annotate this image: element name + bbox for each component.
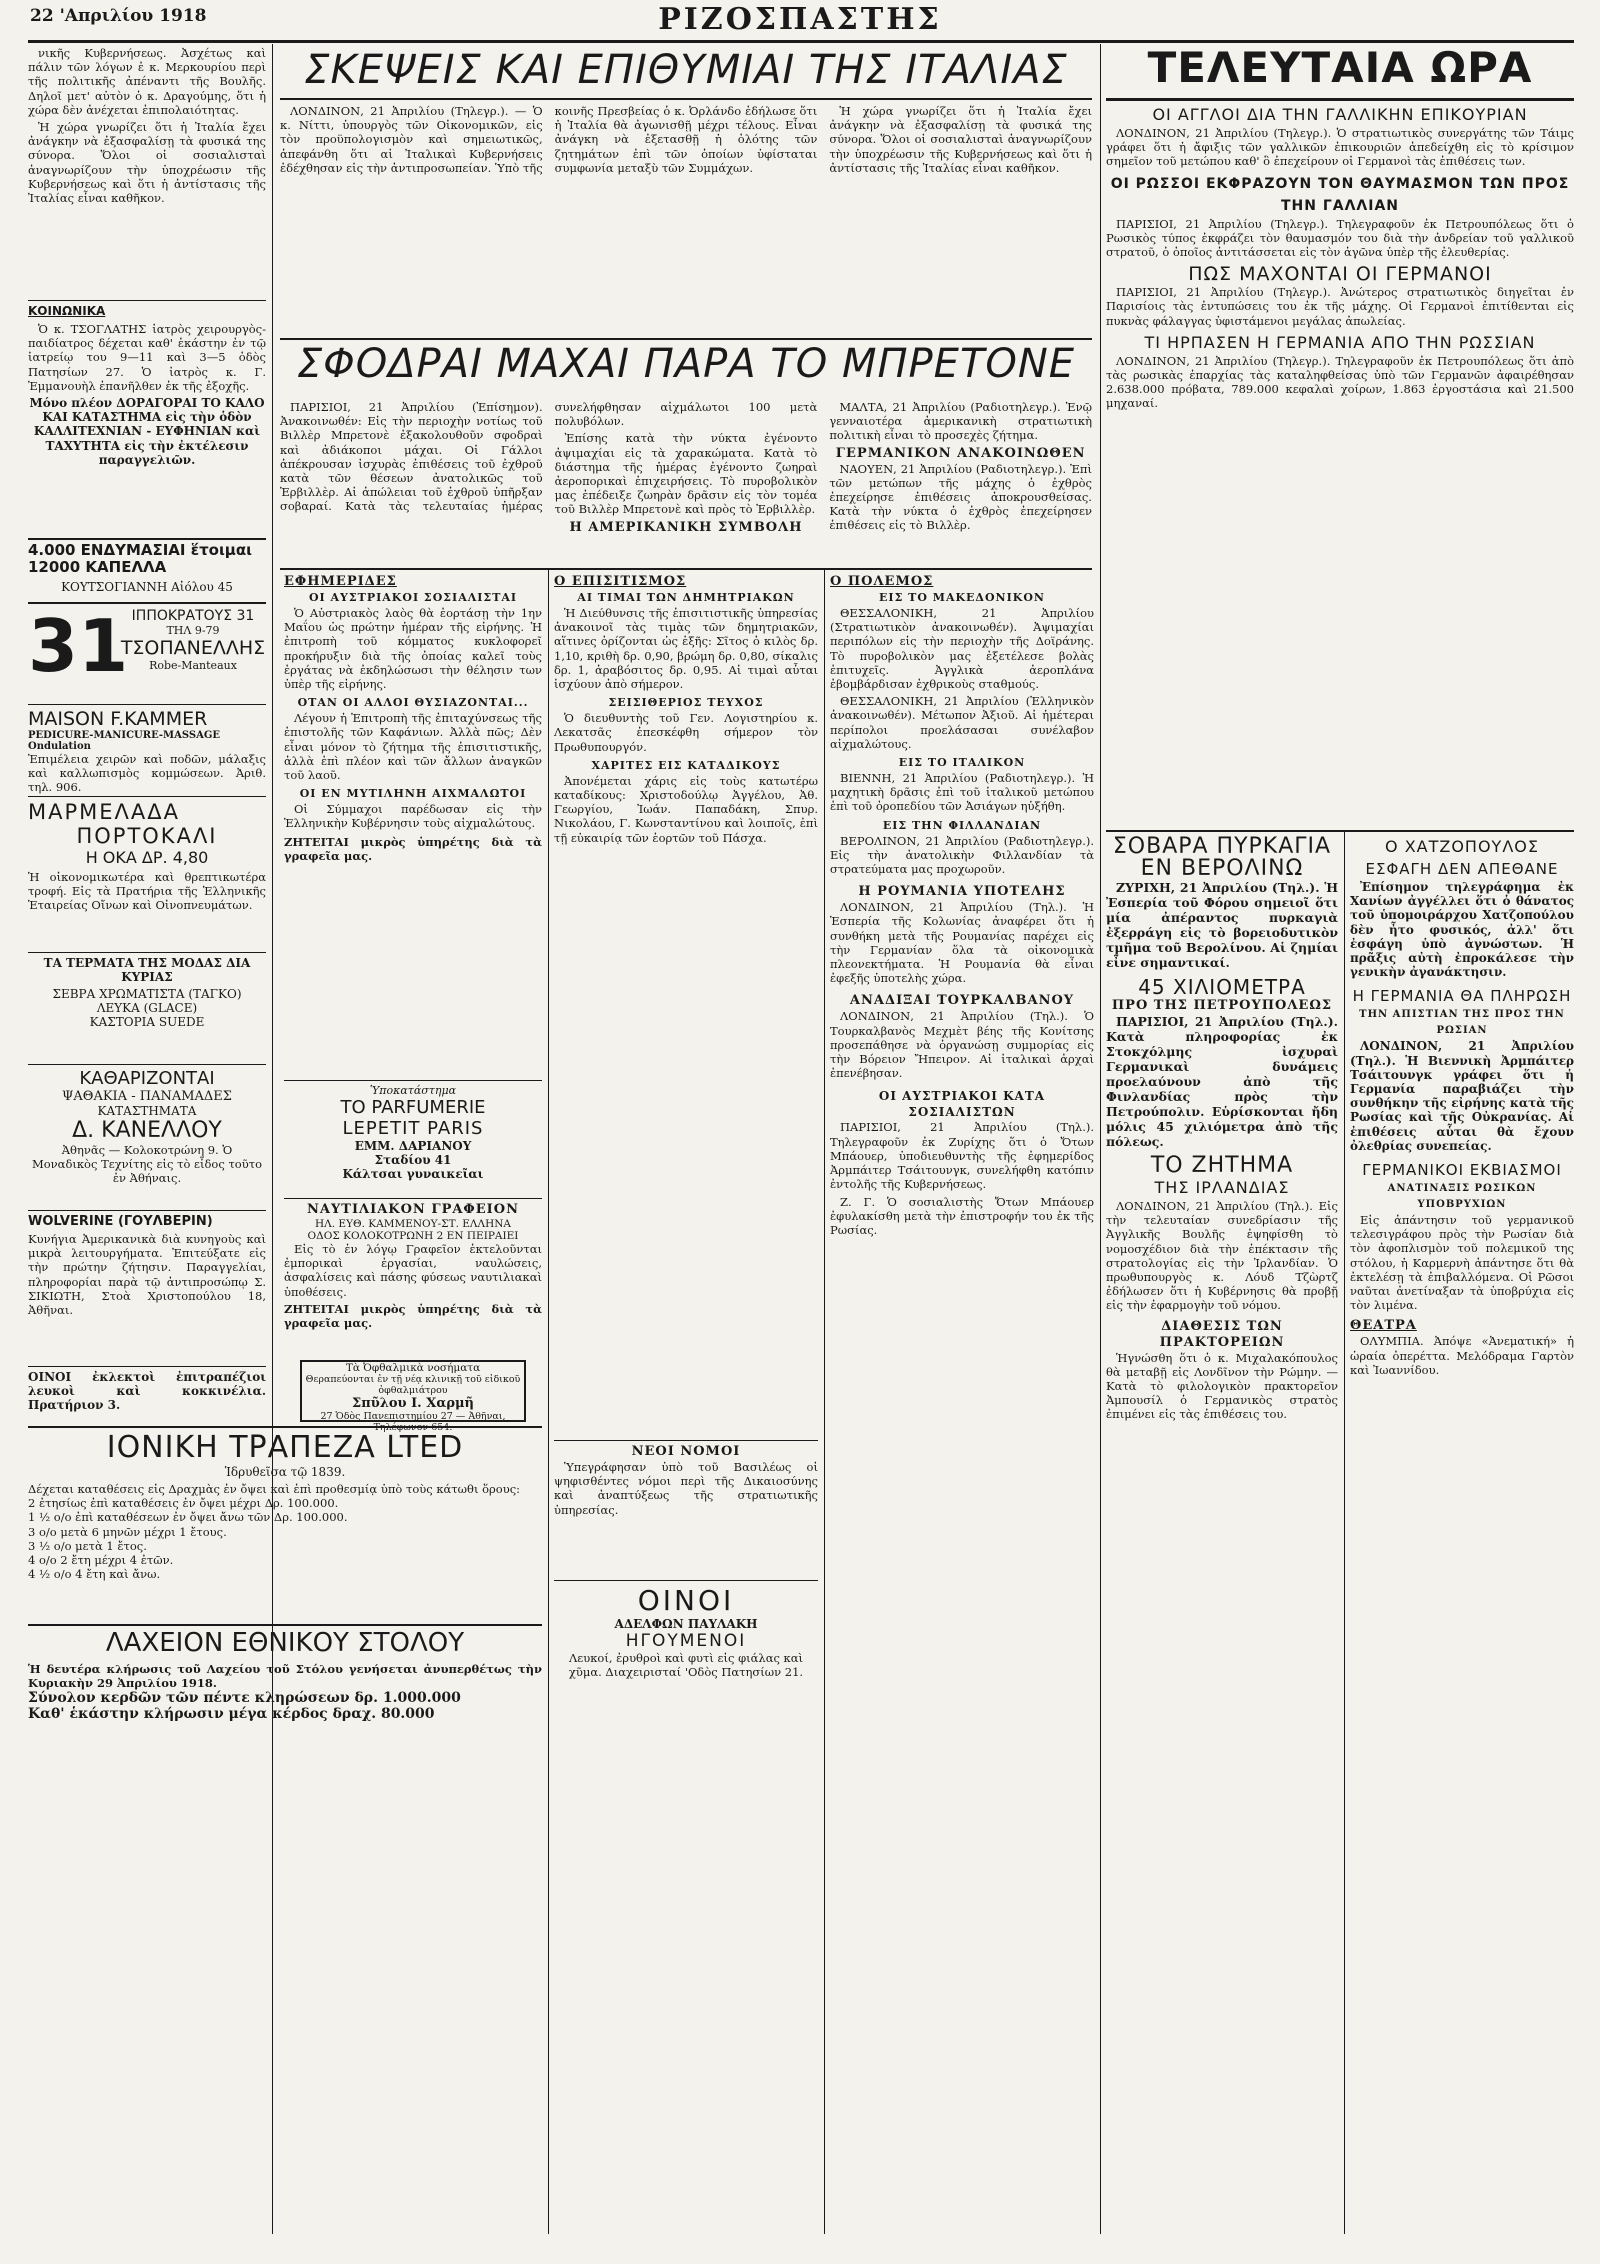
bank-rate-row: 4 ο/ο 2 ἔτη μέχρι 4 ἐτῶν. bbox=[28, 1553, 174, 1568]
bank-rate-row: 3 ½ ο/ο μετὰ 1 ἔτος. bbox=[28, 1538, 147, 1553]
column-divider bbox=[824, 570, 825, 2234]
far-right-news bbox=[1350, 836, 1574, 2234]
bank-rate-row: 1 ½ ο/ο ἐπὶ καταθέσεων ἐν ὄψει ἄνω τῶν Δρ. 100.000. bbox=[28, 1510, 348, 1525]
hatzopoulos-subtitle: ΕΣΦΑΓΗ ΔΕΝ ΑΠΕΘΑΝΕ bbox=[1365, 860, 1559, 878]
divider bbox=[280, 338, 1092, 340]
ireland-subtitle: ΤΗΣ ΙΡΛΑΝΔΙΑΣ bbox=[1154, 1178, 1290, 1197]
agencies-title: ΔΙΑΘΕΣΙΣ ΤΩΝ ΠΡΑΚΤΟΡΕΙΩΝ bbox=[1159, 1318, 1285, 1350]
bank-rate-row: 2 ἐτησίως ἐπὶ καταθέσεις ἐν ὄψει μέχρι Δρ. 100.000. bbox=[28, 1496, 339, 1511]
press-section bbox=[284, 574, 542, 1074]
provisioning-title: Ο ΕΠΙΣΙΤΙΣΜΟΣ bbox=[554, 574, 687, 589]
press-subhead: ΟΙ ΕΝ ΜΥΤΙΛΗΝΗ ΑΙΧΜΑΛΩΤΟΙ bbox=[299, 787, 527, 801]
war-body: ΘΕΣΣΑΛΟΝΙΚΗ, 21 Ἀπριλίου (Στρατιωτικὸν ἀνακοινωθέν). Ἀψιμαχίαι περιπόλων εἰς τὴν περιοχὴν τῆς Δοϊράνης. Τὸ πυροβολικὸν μας ἐξετέλεσε βολὰς ἐπιτυχεῖς. Ἀγγλικὰ ἀεροπλάνα ἐβομβάρδισαν ἐχθρικοὺς σταθμούς. ΘΕΣΣΑΛΟΝΙΚΗ, 21 Ἀπριλίου (Ἑλληνικὸν ἀνακοινωθέν). Μέτωπον Ἀξιοῦ. Αἱ ἡμέτεραι περίπολοι προελάσασαι συνέλαβον αἰχμαλώτους. bbox=[830, 606, 1094, 751]
war-subhead: ΕΙΣ ΤΗΝ ΦΙΛΛΑΝΔΙΑΝ bbox=[882, 818, 1042, 832]
oinoi-ad: ΟΙΝΟΙ ἐκλεκτοὶ ἐπιτραπέζιοι λευκοὶ καὶ κοκκινέλια. Πρατήριον 3. bbox=[28, 1370, 266, 1413]
turkish-albanian-title: ΑΝΑΔΙΞΑΙ ΤΟΥΡΚΑΛΒΑΝΟΥ bbox=[849, 993, 1075, 1009]
divider bbox=[28, 796, 266, 797]
column-divider bbox=[1100, 44, 1101, 2234]
last-hour-body: ΛΟΝΔΙΝΟΝ, 21 Ἀπριλίου (Τηλεγρ.). Ὁ στρατιωτικὸς συνεργάτης τῶν Τάιμς γράφει ὅτι ἡ ἄφιξις τῶν γαλλικῶν ἐπικουριῶν ἀπεδείχθη εἰς τὸ κρίσιμον σημεῖον τοῦ μετώπου καθ' ὃ ἐπεχείρουν οἱ Γερμανοὶ τὰς ἐπιθέσεις των. bbox=[1106, 126, 1574, 169]
american-title: Η ΑΜΕΡΙΚΑΝΙΚΗ ΣΥΜΒΟΛΗ bbox=[569, 519, 803, 535]
kammer-ad bbox=[28, 708, 266, 794]
column-divider bbox=[272, 44, 273, 2234]
divider bbox=[28, 704, 266, 705]
austrians-body: ΠΑΡΙΣΙΟΙ, 21 Ἀπριλίου (Τηλ.). Τηλεγραφοῦν ἐκ Ζυρίχης ὅτι ὁ Ὄτων Μπάουερ, ὑποδιευθυντὴς τῆς ἐφημερίδος Ἀρμπάιτερ Τσάιτουνγκ, συνελήφθη κατόπιν ἐντολῆς τῆς Κυβερνήσεως. Ζ. Γ. Ὁ σοσιαλιστὴς Ὄτων Μπάουερ ἐφυλακίσθη μετὰ τὴν ἐπιστροφήν του ἐκ τῆς Ρωσίας. bbox=[830, 1120, 1094, 1237]
provisioning-subhead: ΣΕΙΣΙΘΕΡΙΟΣ ΤΕΥΧΟΣ bbox=[608, 696, 764, 710]
last-hour-body: ΠΑΡΙΣΙΟΙ, 21 Ἀπριλίου (Τηλεγρ.). Ἀνώτερος στρατιωτικὸς διηγεῖται ἐν Παρισίοις τὰς ἐντυπώσεις του ἐκ τῆς μάχης. Οἱ Γερμανοὶ ἐπιτίθενται εἰς πυκνὰς φάλαγγας ὑφιστάμενοι μεγάλας ἀπωλείας. bbox=[1106, 285, 1574, 328]
provisioning-subhead: ΑΙ ΤΙΜΑΙ ΤΩΝ ΔΗΜΗΤΡΙΑΚΩΝ bbox=[577, 591, 795, 604]
parfumerie-ad: Ὑποκατάστημα TO PARFUMERIE LEPETIT PARIS ΕΜΜ. ΔΑΡΙΑΝΟΥ Σταδίου 41 Κάλτσαι γυναικεῖαι bbox=[340, 1084, 486, 1181]
ireland-body: ΛΟΝΔΙΝΟΝ, 21 Ἀπριλίου (Τηλ.). Εἰς τὴν τελευταίαν συνεδρίασιν τῆς Ἀγγλικῆς Βουλῆς ἐψηφίσθη τὸ νομοσχέδιον διὰ τὴν ἐπέκτασιν τῆς στρατολογίας εἰς τὴν Ἰρλανδίαν. Ὁ πρωθυπουργὸς κ. Λόυδ Τζὼρτζ ἐδήλωσεν ὅτι ἡ Κυβέρνησις θὰ προβῇ εἰς τὴν ἐφαρμογὴν τοῦ νόμου. bbox=[1106, 1199, 1338, 1313]
war-body: ΒΕΡΟΛΙΝΟΝ, 21 Ἀπριλίου (Ραδιοτηλεγρ.). Εἰς τὴν ἀνατολικὴν Φιλλανδίαν τὰ στρατεύματα μας προχωροῦν. bbox=[830, 833, 1094, 877]
lottery-title: ΛΑΧΕΙΟΝ ΕΘΝΙΚΟΥ ΣΤΟΛΟΥ bbox=[105, 1628, 465, 1658]
endymasia-headline: 4.000 ΕΝΔΥΜΑΣΙΑΙ ἕτοιμαι 12000 ΚΑΠΕΛΛΑ bbox=[28, 541, 252, 576]
bank-rate-row: 3 ο/ο μετὰ 6 μηνῶν μέχρι 1 ἔτους. bbox=[28, 1524, 227, 1539]
headline-last-hour: ΤΕΛΕΥΤΑΙΑ ΩΡΑ bbox=[1147, 43, 1533, 92]
kammer-subtitle: PEDICURE-MANICURE-MASSAGE Ondulation bbox=[28, 730, 221, 752]
moda-line: ΛΕΥΚΑ (GLACE) bbox=[96, 1001, 198, 1015]
last-hour-subhead: ΟΙ ΡΩΣΣΟΙ ΕΚΦΡΑΖΟΥΝ ΤΟΝ ΘΑΥΜΑΣΜΟΝ ΤΩΝ ΠΡΟΣ ΤΗΝ ΓΑΛΛΙΑΝ bbox=[1110, 175, 1570, 214]
oka-price: Η ΟΚΑ ΔΡ. 4,80 bbox=[85, 848, 209, 867]
bank-name: ΙΟΝΙΚΗ ΤΡΑΠΕΖΑ LTED bbox=[106, 1430, 464, 1465]
kathar-subtitle: ΨΑΘΑΚΙΑ - ΠΑΝΑΜΑΔΕΣ bbox=[62, 1089, 232, 1104]
last-hour-section bbox=[1106, 104, 1574, 828]
press-subhead: ΟΤΑΝ ΟΙ ΑΛΛΟΙ ΘΥΣΙΑΖΟΝΤΑΙ... bbox=[297, 696, 529, 710]
hatzopoulos-body: Ἐπίσημον τηλεγράφημα ἐκ Χανίων ἀγγέλλει ὅτι ὁ θάνατος τοῦ ὑπομοιράρχου Χατζοπούλου δὲν ἦτο φυσικός, ἀλλ' ὅτι ἐσφάγη ὑπὸ ἀγνώστων. Ἡ πρᾶξις αὐτὴ ἐπροκάλεσε τὴν γενικὴν ἀγανάκτησιν. bbox=[1350, 880, 1574, 980]
ireland-title: ΤΟ ΖΗΤΗΜΑ bbox=[1150, 1153, 1294, 1178]
fire-berlin-body: ΖΥΡΙΧΗ, 21 Ἀπριλίου (Τηλ.). Ἡ Ἐσπερία τοῦ Φόρου σημειοῖ ὅτι μία ἀπέραντος πυρκαγιὰ ἐξερράγη εἰς τὸ βορειοδυτικὸν τμῆμα τοῦ Βερολίνου. Αἱ ζημίαι εἶνε σημαντικαί. bbox=[1106, 880, 1338, 970]
wolverine-body: Κυνήγια Ἀμερικανικὰ διὰ κυνηγοὺς καὶ μικρὰ λειτουργήματα. Ἐπιτεύξατε εἰς τὴν πρώτην ζήτησιν. Παραγγελίαι, πληροφορίαι παρὰ τῷ ἀντιπροσώπῳ Σ. ΣΙΚΙΩΤΗ, Στοὰ Χριστοπούλου 18, Ἀθῆναι. bbox=[28, 1232, 266, 1318]
koinonika-notice: Μόνο πλέον ΔΟΡΑΓΟΡΑΙ ΤΟ ΚΑΛΟ ΚΑΙ ΚΑΤΑΣΤΗΜΑ εἰς τὴν ὁδὸν ΚΑΛΛΙΤΕΧΝΙΑΝ - ΕΥΦΗΝΙΑΝ καὶ ΤΑΧΥΤΗΤΑ εἰς τὴν ἐκτέλεσιν παραγγελιῶν. bbox=[29, 396, 265, 467]
kanellou-name: Δ. ΚΑΝΕΛΛΟΥ bbox=[72, 1118, 222, 1143]
issue-date: 22 'Απριλίου 1918 bbox=[30, 6, 207, 26]
kanellou-ad bbox=[28, 1068, 266, 1208]
provisioning-subhead: ΧΑΡΙΤΕΣ ΕΙΣ ΚΑΤΑΔΙΚΟΥΣ bbox=[591, 758, 781, 772]
moda-title: ΤΑ ΤΕΡΜΑΤΑ ΤΗΣ ΜΟΔΑΣ ΔΙΑ ΚΥΡΙΑΣ bbox=[43, 956, 251, 984]
provisioning-body: Ὁ διευθυντὴς τοῦ Γεν. Λογιστηρίου κ. Λεκατσᾶς ἐπεσκέφθη σήμερον τὸν Πρωθυπουργόν. bbox=[554, 711, 818, 754]
blackmail-body: Εἰς ἀπάντησιν τοῦ γερμανικοῦ τελεσιγράφου πρὸς τὴν Ρωσίαν διὰ τὸν ἀφοπλισμὸν τοῦ πολεμικοῦ της στόλου, ἡ Καρμερνὴ ἀπάντησε ὅτι θὰ ἐκτελέσῃ τὰ ἐπιβαλλόμενα. Οἱ Ρῶσοι ναῦται ἀνετίναξαν τὰ ὑποβρύχια εἰς τὸν λιμένα. bbox=[1350, 1213, 1574, 1313]
lottery-total: Σύνολον κερδῶν τῶν πέντε κληρώσεων δρ. 1.000.000 bbox=[28, 1690, 461, 1707]
petrograd-title: 45 ΧΙΛΙΟΜΕΤΡΑ bbox=[1138, 975, 1306, 999]
romania-title: Η ΡΟΥΜΑΝΙΑ ΥΠΟΤΕΛΗΣ bbox=[858, 884, 1066, 900]
moda-ad bbox=[28, 956, 266, 1062]
kathar-title: ΚΑΘΑΡΙΖΟΝΤΑΙ bbox=[79, 1068, 215, 1089]
war-subhead: ΕΙΣ ΤΟ ΜΑΚΕΔΟΝΙΚΟΝ bbox=[879, 591, 1045, 604]
petrograd-body: ΠΑΡΙΣΙΟΙ, 21 Ἀπριλίου (Τηλ.). Κατὰ πληροφορίας ἐκ Στοκχόλμης ἰσχυραὶ Γερμανικαὶ δυνάμεις προελαύνουν ἀπὸ τῆς Φινλανδίας πρὸς τὴν Πετρούπολιν. Εὑρίσκονται ἤδη μόλις 45 χιλιόμετρα ἀπὸ τῆς πόλεως. bbox=[1106, 1014, 1338, 1149]
nautical-body: Εἰς τὸ ἐν λόγῳ Γραφεῖον ἐκτελοῦνται ἐμπορικαὶ ἐργασίαι, ναυλώσεις, ἀσφαλίσεις καὶ πάσης φύσεως ναυτιλιακαὶ ὑποθέσεις. bbox=[284, 1242, 542, 1299]
provisioning-body: Ἡ Διεύθυνσις τῆς ἐπισιτιστικῆς ὑπηρεσίας ἀνακοινοῖ τὰς τιμὰς τῶν δημητριακῶν, αἵτινες ὁρίζονται ὡς ἑξῆς: Σῖτος ὁ κιλὸς δρ. 1,10, κριθὴ δρ. 0,90, βρώμη δρ. 0,80, σίκαλις δρ. 1, ἀραβόσιτος δρ. 0,95. Αἱ τιμαὶ αὗται ἰσχύουν ἀπὸ σήμερον. bbox=[554, 606, 818, 692]
war-title: Ο ΠΟΛΕΜΟΣ bbox=[830, 574, 934, 589]
tsopanellis-text: ΙΠΠΟΚΡΑΤΟΥΣ 31 ΤΗΛ 9-79 ΤΣΟΠΑΝΕΛΛΗΣ Robe-Manteaux bbox=[120, 608, 266, 672]
hatzopoulos-title: Ο ΧΑΤΖΟΠΟΥΛΟΣ bbox=[1385, 837, 1539, 856]
last-hour-subhead: ΤΙ ΗΡΠΑΣΕΝ Η ΓΕΡΜΑΝΙΑ ΑΠΟ ΤΗΝ ΡΩΣΣΙΑΝ bbox=[1144, 332, 1536, 352]
new-laws-body: Ὑπεγράφησαν ὑπὸ τοῦ Βασιλέως οἱ ψηφισθέντες νόμοι περὶ τῆς Δικαιοσύνης καὶ ἀναπτύξεως τῆς στρατιωτικῆς ὑπηρεσίας. bbox=[554, 1460, 818, 1517]
theatres-body: ΟΛΥΜΠΙΑ. Ἀπόψε «Ἀνεματική» ἡ ὡραία ὀπερέττα. Μελόδραμα Γαρτὸν καὶ Ἰωαννίδου. bbox=[1350, 1334, 1574, 1377]
headline-italy: ΣΚΕΨΕΙΣ ΚΑΙ ΕΠΙΘΥΜΙΑΙ ΤΗΣ ΙΤΑΛΙΑΣ bbox=[304, 47, 1068, 93]
portokali-title: ΠΟΡΤΟΚΑΛΙ bbox=[76, 824, 218, 848]
ophthalmic-clinic-ad: Τὰ Ὀφθαλμικὰ νοσήματα Θεραπεύονται ἐν τῇ νέᾳ κλινικῇ τοῦ εἰδικοῦ ὀφθαλμιάτρου Σπῦλου Ι. Χαρμῆ 27 Ὁδὸς Πανεπιστημίου 27 — Ἀθῆναι, Τηλέφωνον 654. bbox=[300, 1360, 526, 1422]
wanted-notice: ΖΗΤΕΙΤΑΙ μικρὸς ὑπηρέτης διὰ τὰ γραφεῖα μας. bbox=[284, 834, 542, 863]
fire-berlin-title: ΣΟΒΑΡΑ ΠΥΡΚΑΓΙΑ ΕΝ ΒΕΡΟΛΙΝΩ bbox=[1112, 834, 1332, 881]
war-body: ΒΙΕΝΝΗ, 21 Ἀπριλίου (Ραδιοτηλεγρ.). Ἡ μαχητικὴ δρᾶσις ἐπὶ τοῦ ἰταλικοῦ μετώπου ἐπὶ τοῦ ὀροπεδίου τῶν Ἀσιάγων ηὐξήθη. bbox=[830, 771, 1094, 814]
divider bbox=[28, 1366, 266, 1367]
last-hour-body: ΛΟΝΔΙΝΟΝ, 21 Ἀπριλίου (Τηλεγρ.). Τηλεγραφοῦν ἐκ Πετρουπόλεως ὅτι ἀπὸ τὰς ρωσικὰς ἐπαρχίας τὰς καταληφθείσας ὑπὸ τῶν Γερμανῶν ἀφαιρέθησαν 2.638.000 πρόβατα, 789.000 κεφαλαὶ χοίρων, 1.863 ἐργοστάσια καὶ 21.500 μηχαναί. bbox=[1106, 353, 1574, 411]
lottery-body: Ἡ δευτέρα κλήρωσις τοῦ Λαχείου τοῦ Στόλου γενήσεται ἀνυπερθέτως τὴν Κυριακὴν 29 Ἀπριλίου 1918. bbox=[28, 1662, 542, 1691]
romania-body: ΛΟΝΔΙΝΟΝ, 21 Ἀπριλίου (Τηλ.). Ἡ Ἑσπερία τῆς Κολωνίας ἀναφέρει ὅτι ἡ συνθήκη μετὰ τῆς Ρουμανίας παρέχει εἰς τὴν Γερμανίαν ὅλα τὰ οἰκονομικὰ πλεονεκτήματα. Ἡ Ρουμανία θὰ εἶναι ἐφεξῆς ὑποτελὴς χώρα. bbox=[830, 900, 1094, 986]
press-subhead: ΟΙ ΑΥΣΤΡΙΑΚΟΙ ΣΟΣΙΑΛΙΣΤΑΙ bbox=[308, 591, 518, 604]
divider bbox=[1106, 830, 1574, 832]
turkish-albanian-body: ΛΟΝΔΙΝΟΝ, 21 Ἀπριλίου (Τηλ.). Ὁ Τουρκαλβανὸς Μεχμὲτ βέης τῆς Κονίτσης προσεπάθησε νὰ ὀργανώσῃ συμμορίας εἰς τὴν Βόρειον Ἤπειρον. Αἱ ἰταλικαὶ ἀρχαὶ ἐπενέβησαν. bbox=[830, 1009, 1094, 1081]
bank-body: Δέχεται καταθέσεις εἰς Δραχμὰς ἐν ὄψει καὶ ἐπὶ προθεσμίᾳ ὑπὸ τοὺς κάτωθι ὅρους: bbox=[28, 1482, 521, 1496]
last-hour-subhead: ΠΩΣ ΜΑΧΟΝΤΑΙ ΟΙ ΓΕΡΜΑΝΟΙ bbox=[1188, 263, 1492, 286]
marmelada-ad bbox=[28, 800, 266, 950]
newspaper-title: ΡΙΖΟΣΠΑΣΤΗΣ bbox=[658, 2, 942, 37]
nautical-office-ad bbox=[284, 1202, 542, 1352]
divider bbox=[28, 952, 266, 953]
marmelada-title: ΜΑΡΜΕΛΑΔΑ bbox=[28, 800, 180, 824]
press-body: Ὁ Αὐστριακὸς λαὸς θὰ ἐορτάσῃ τὴν 1ην Μαΐου ὡς πρώτην ἡμέραν τῆς εἰρήνης. Ἡ ἐπιτροπὴ τοῦ κόμματος κυκλοφορεῖ προκήρυξιν διὰ τῆς ὁποίας καλεῖ τοὺς ἐργάτας νὰ ἐκδηλώσωσι τὴν θέλησιν των ὑπὲρ τῆς εἰρήνης. bbox=[284, 606, 542, 692]
war-section bbox=[830, 574, 1094, 1724]
divider bbox=[280, 568, 1092, 570]
divider bbox=[284, 1080, 542, 1081]
divider bbox=[28, 538, 266, 540]
germany-pay-body: ΛΟΝΔΙΝΟΝ, 21 Ἀπριλίου (Τηλ.). Ἡ Βιεννικὴ Ἀρμπάιτερ Τσάιτουνγκ γράφει ὅτι ἡ Γερμανία παραβιάζει τὴν συνθήκην τῆς εἰρήνης κατὰ τῆς Ρωσίας καὶ τῆς Οὐκρανίας. Αἱ ἐπιθέσεις αὗται θὰ ἔχουν ὀλεθρίας συνεπείας. bbox=[1350, 1039, 1574, 1153]
war-subhead: ΕΙΣ ΤΟ ΙΤΑΛΙΚΟΝ bbox=[898, 756, 1026, 770]
nautical-title: ΝΑΥΤΙΛΙΑΚΟΝ ΓΡΑΦΕΙΟΝ bbox=[307, 1202, 519, 1217]
endymasia-shop: ΚΟΥΤΣΟΓΙΑΝΝΗ Αἰόλου 45 bbox=[61, 580, 233, 594]
paulaki-wine-ad: ΟΙΝΟΙ ΑΔΕΛΦΩΝ ΠΑΥΛΑΚΗ ΗΓΟΥΜΕΝΟΙ Λευκοί, ἐρυθροὶ καὶ φυτὶ εἰς φιάλας καὶ χῦμα. Διαχειρισταί 'Οδὸς Πατησίων 21. bbox=[568, 1584, 804, 1680]
koinonika-section bbox=[28, 304, 266, 534]
column-divider bbox=[1344, 830, 1345, 2234]
divider bbox=[1106, 98, 1574, 101]
moda-line: ΚΑΣΤΟΡΙΑ SUEDE bbox=[89, 1015, 205, 1029]
bank-founded: Ἱδρυθεῖσα τῷ 1839. bbox=[224, 1465, 346, 1479]
tsopanellis-number: 31 bbox=[28, 604, 129, 688]
tsopanellis-ad bbox=[28, 606, 266, 702]
new-laws-title: ΝΕΟΙ ΝΟΜΟΙ bbox=[631, 1444, 741, 1459]
agencies-body: Ἡγνώσθη ὅτι ὁ κ. Μιχαλακόπουλος θὰ μεταβῇ εἰς Λονδῖνον τὴν Ρώμην. — Κατὰ τὸ φιλολογικὸν πρακτορεῖον Ἀμπουσίλ ὁ Γερμανικὸς στρατὸς ἐπιμένει εἰς τὰς ἐπιθέσεις του. bbox=[1106, 1350, 1338, 1422]
kammer-title: MAISON F.KAMMER bbox=[28, 708, 208, 730]
opening-article: νικῆς Κυβερνήσεως. Ἀσχέτως καὶ πάλιν τῶν λόγων ἐ κ. Μερκουρίου περὶ τῆς πολιτικῆς ἀπέναντι τῆς Βουλῆς. Δηλοῖ μετ' αὐτὸν ὁ κ. Δραγούμης, ὅτι ἡ χώρα δὲν ἀνέχεται ἐπιπολαιότητας. Ἡ χώρα γνωρίζει ὅτι ἡ Ἰταλία ἔχει ἀνάγκην νὰ ἐξασφαλίσῃ τὰ φυσικά της σύνορα. Ὅλοι οἱ σοσιαλισταὶ ἀναγνωρίζουν τὴν ὑποχρέωσιν τῆς Κυβερνήσεως καὶ ὅτι ἡ ἀντίστασις τῆς Ἰταλίας εἶναι καθῆκον. bbox=[28, 46, 266, 206]
lower-right-news bbox=[1106, 836, 1338, 2234]
blackmail-title: ΓΕΡΜΑΝΙΚΟΙ ΕΚΒΙΑΣΜΟΙ bbox=[1362, 1161, 1562, 1180]
divider bbox=[28, 1210, 266, 1211]
wolverine-ad bbox=[28, 1214, 266, 1364]
headline-breton: ΣΦΟΔΡΑΙ ΜΑΧΑΙ ΠΑΡΑ ΤΟ ΜΠΡΕΤΟΝΕ bbox=[296, 341, 1076, 387]
divider bbox=[28, 1624, 542, 1626]
lottery-prize: Καθ' ἑκάστην κλήρωσιν μέγα κέρδος δραχ. 80.000 bbox=[28, 1706, 435, 1723]
german-title: ΓΕΡΜΑΝΙΚΟΝ ΑΝΑΚΟΙΝΩΘΕΝ bbox=[835, 445, 1086, 461]
last-hour-subhead: ΟΙ ΑΓΓΛΟΙ ΔΙΑ ΤΗΝ ΓΑΛΛΙΚΗΝ ΕΠΙΚΟΥΡΙΑΝ bbox=[1152, 105, 1528, 124]
kanellou-body: Ἀθηνᾶς — Κολοκοτρώνη 9. Ὁ Μοναδικὸς Τεχνίτης εἰς τὸ εἶδος τοῦτο ἐν Ἀθήναις. bbox=[31, 1143, 263, 1186]
wolverine-title: WOLVERINE (ΓΟΥΛΒΕΡΙΝ) bbox=[28, 1214, 213, 1229]
press-title: ΕΦΗΜΕΡΙΔΕΣ bbox=[284, 574, 397, 589]
nautical-address: ΟΔΟΣ ΚΟΛΟΚΟΤΡΩΝΗ 2 ΕΝ ΠΕΙΡΑΙΕΙ bbox=[307, 1230, 519, 1242]
press-body: Λέγουν ἡ Ἐπιτροπὴ τῆς ἐπιταχύνσεως τῆς ἐπιστολῆς τῶν Καφάνιων. Ἀλλὰ πῶς; Δὲν εἶναι μόνον τὸ ζήτημα τῆς ἐπισιτιστικῆς, ἀλλὰ ἐπὶ πλέον καὶ τῶν ἄλλων ἀναγκῶν τοῦ λαοῦ. bbox=[284, 711, 542, 783]
koinonika-body: Ὁ κ. ΤΣΟΓΛΑΤΗΣ ἰατρὸς χειρουργὸς-παιδίατρος δέχεται καθ' ἑκάστην ἐν τῷ ἰατρείῳ του 9—11 καὶ 3—5 ὁδὸς Πατησίων 27. Ὁ ἰατρὸς κ. Γ. Ἐμμανουὴλ ἐπανῆλθεν ἐκ τῆς ἐξοχῆς. bbox=[28, 322, 266, 393]
divider bbox=[554, 1580, 818, 1581]
divider bbox=[284, 1198, 542, 1199]
austrians-title: ΟΙ ΑΥΣΤΡΙΑΚΟΙ ΚΑΤΑ ΣΟΣΙΑΛΙΣΤΩΝ bbox=[878, 1089, 1046, 1120]
provisioning-body: Ἀπονέμεται χάρις εἰς τοὺς κατωτέρω καταδίκους: Χριστοδούλῳ Ἀγγέλου, Ἀθ. Γεωργίου, Ἰωάν. Παπαδάκη, Σπυρ. Νικολάου, Γ. Κωνσταντίνου καὶ λοιποῖς, ἐπὶ τῇ εὐκαιρίᾳ τῶν ἑορτῶν τοῦ Πάσχα. bbox=[554, 773, 818, 845]
divider bbox=[280, 98, 1092, 100]
germany-pay-title: Η ΓΕΡΜΑΝΙΑ ΘΑ ΠΛΗΡΩΣΗ bbox=[1352, 987, 1572, 1006]
press-body: Οἱ Σύμμαχοι παρέδωσαν εἰς τὴν Ἑλληνικὴν Κυβέρνησιν τοὺς αἰχμαλώτους. bbox=[284, 802, 542, 831]
koinonika-title: ΚΟΙΝΩΝΙΚΑ bbox=[28, 304, 106, 318]
last-hour-body: ΠΑΡΙΣΙΟΙ, 21 Ἀπριλίου (Τηλεγρ.). Τηλεγραφοῦν ἐκ Πετρουπόλεως ὅτι ὁ Ρωσικὸς τύπος ἐκφράζει τὸν θαυμασμόν του διὰ τὴν ἀνδρείαν τοῦ γαλλικοῦ στρατοῦ, ὁ ὁποῖος ἀντιτάσσεται εἰς τὸν ἀγῶνα ὑπὲρ τῆς ἐλευθερίας. bbox=[1106, 216, 1574, 260]
provisioning-section bbox=[554, 574, 818, 1434]
germany-pay-subtitle: ΤΗΝ ΑΠΙΣΤΙΑΝ ΤΗΣ ΠΡΟΣ ΤΗΝ ΡΩΣΙΑΝ bbox=[1359, 1009, 1565, 1037]
nautical-sub: ΗΛ. ΕΥΘ. ΚΑΜΜΕΝΟΥ-ΣΤ. ΕΛΛΗΝΑ bbox=[314, 1218, 512, 1230]
italy-article: ΛΟΝΔΙΝΟΝ, 21 Ἀπριλίου (Τηλεγρ.). — Ὁ κ. Νίττι, ὑπουργὸς τῶν Οἰκονομικῶν, εἰς τὸν προϋπολογισμὸν καὶ σημειωτικῶς, ἀπεφάνθη ὅτι αἱ Ἰταλικαὶ Κυβερνήσεις ἐδέχθησαν εἰς τὴν ἀντιπροσωπείαν. Ὑπὸ τῆς κοινῆς Πρεσβείας ὁ κ. Ὀρλάνδο ἐδήλωσε ὅτι ἡ Ἰταλία θὰ ἀγωνισθῇ μέχρι τέλους. Εἶναι ἀνάγκη νὰ ἐξετασθῇ ἡ ὁλότης τῶν ζητημάτων ἐπὶ τῶν ὁποίων ὑφίσταται συμφωνία μεταξὺ τῶν Συμμάχων. Ἡ χώρα γνωρίζει ὅτι ἡ Ἰταλία ἔχει ἀνάγκην νὰ ἐξασφαλίσῃ τὰ φυσικά της σύνορα. Ὅλοι οἱ σοσιαλισταὶ ἀναγνωρίζουν τὴν ὑποχρέωσιν τῆς Κυβερνήσεως καὶ ὅτι ἡ ἀντίστασις τῆς Ἰταλίας εἶναι καθῆκον. bbox=[280, 104, 1092, 175]
lottery-ad bbox=[28, 1628, 542, 1748]
breton-article: ΠΑΡΙΣΙΟΙ, 21 Ἀπριλίου (Ἐπίσημον). Ἀνακοινωθέν: Εἰς τὴν περιοχὴν νοτίως τοῦ Βιλλὲρ Μπρετονὲ ἐξακολουθοῦν σφοδραὶ καὶ ἀδιάκοποι μάχαι. Οἱ Γάλλοι ἀπέκρουσαν ἰσχυρὰς ἐπιθέσεις τοῦ ἐχθροῦ κατὰ τῶν θέσεων ἀνατολικῶς τοῦ Ἐρβιλλὲρ. Αἱ ἀπώλειαι τοῦ ἐχθροῦ ὑπῆρξαν σοβαραί. Κατὰ τὰς τελευταίας ἡμέρας συνελήφθησαν αἰχμάλωτοι 100 μετὰ πολυβόλων. Ἐπίσης κατὰ τὴν νύκτα ἐγένοντο ἀψιμαχίαι εἰς τὰ χαρακώματα. Κατὰ τὸ διάστημα τῆς ἡμέρας ἐγένοντο ζωηραὶ ἀεροπορικαὶ ἐπιχειρήσεις. Τὸ πυροβολικὸν μας ἐπέδειξε ζωηρὰν δρᾶσιν εἰς τὸν τομέα τοῦ Βιλλὲρ Μπρετονὲ καὶ πρὸς τὸ Ἐρβιλλὲρ. Η ΑΜΕΡΙΚΑΝΙΚΗ ΣΥΜΒΟΛΗ ΜΑΛΤΑ, 21 Ἀπριλίου (Ραδιοτηλεγρ.). Ἐνῷ γενναιοτέρα ἀμερικανικὴ στρατιωτικὴ πολιτικὴ εἶναι τὸ προσεχὲς ζήτημα. ΓΕΡΜΑΝΙΚΟΝ ΑΝΑΚΟΙΝΩΘΕΝ ΝΑΟΥΕΝ, 21 Ἀπριλίου (Ραδιοτηλεγρ.). Ἐπὶ τῶν μετώπων τῆς μάχης ὁ ἐχθρὸς ἐπεχείρησε ἐπιθέσεις ἀποκρουσθείσας. Κατὰ τὴν νύκτα ὁ ἐχθρὸς ἐπεχείρησεν ἐπιθέσεις εἰς τὸ Βιλλὲρ. bbox=[280, 400, 1092, 535]
kathar-subtitle: ΚΑΤΑΣΤΗΜΑΤΑ bbox=[97, 1104, 197, 1118]
marmelada-body: Ἡ οἰκονομικωτέρα καὶ θρεπτικωτέρα τροφή. Εἰς τὰ Πρατήρια τῆς Ἑλληνικῆς Ἑταιρείας Οἴνων καὶ Οἰνοπνευμάτων. bbox=[28, 870, 266, 913]
column-divider bbox=[548, 570, 549, 2234]
petrograd-subtitle: ΠΡΟ ΤΗΣ ΠΕΤΡΟΥΠΟΛΕΩΣ bbox=[1111, 998, 1333, 1013]
divider bbox=[554, 1440, 818, 1441]
divider bbox=[28, 1064, 266, 1065]
divider bbox=[28, 300, 266, 301]
wanted-notice: ΖΗΤΕΙΤΑΙ μικρὸς ὑπηρέτης διὰ τὰ γραφεῖα μας. bbox=[284, 1301, 542, 1331]
theatres-title: ΘΕΑΤΡΑ bbox=[1350, 1318, 1417, 1334]
endymasia-ad bbox=[28, 542, 266, 600]
bank-rate-row: 4 ½ ο/ο 4 ἔτη καὶ ἄνω. bbox=[28, 1567, 161, 1582]
moda-line: ΣΕΒΡΑ ΧΡΩΜΑΤΙΣΤΑ (ΤΑΓΚΟ) bbox=[52, 987, 242, 1001]
kammer-body: Ἐπιμέλεια χειρῶν καὶ ποδῶν, μάλαξις καὶ καλλωπισμὸς κομμώσεων. Ἀριθ. τηλ. 906. bbox=[28, 752, 266, 795]
new-laws-section bbox=[554, 1444, 818, 1574]
blackmail-subtitle: ΑΝΑΤΙΝΑΞΙΣ ΡΩΣΙΚΩΝ ΥΠΟΒΡΥΧΙΩΝ bbox=[1387, 1183, 1537, 1211]
ionian-bank-ad bbox=[28, 1430, 542, 1620]
